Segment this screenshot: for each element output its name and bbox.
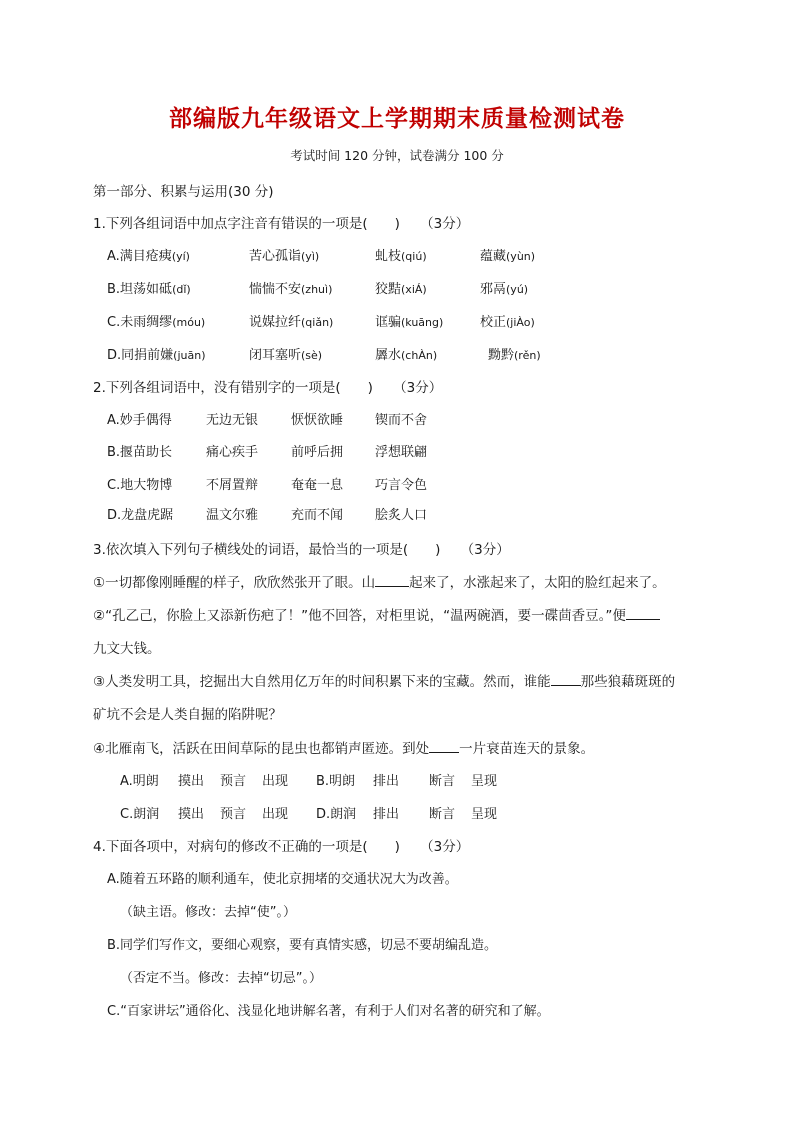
q1-a-word1: A.满目疮痍(yí): [107, 249, 190, 264]
q1-c-word2: 说媒拉纤(qiǎn): [249, 315, 334, 330]
q2-d-3: 充而不闻: [291, 508, 344, 523]
q1-a-word2: 苦心孤诣(yì): [249, 249, 320, 264]
q4-option-a-note: （缺主语。修改：去掉“使”。）: [120, 905, 296, 920]
q1-b-word3: 狡黠(xiÁ): [375, 282, 427, 297]
q3-opt-d-2: 排出: [373, 807, 400, 822]
q2-b-2: 痛心疾手: [206, 445, 259, 460]
q3-opt-a-1: A.明朗: [120, 774, 159, 789]
question-2-stem: 2.下列各组词语中，没有错别字的一项是( ) （3分）: [93, 380, 443, 396]
q1-d-word2: 闭耳塞听(sè): [249, 348, 323, 363]
q1-d-word3: 羼水(chÀn): [375, 348, 438, 363]
q2-a-3: 恹恹欲睡: [291, 413, 344, 428]
q3-opt-c-3: 预言: [220, 807, 247, 822]
q4-option-c: C.“百家讲坛”通俗化、浅显化地讲解名著，有利于人们对名著的研究和了解。: [107, 1004, 550, 1019]
q3-opt-b-1: B.明朗: [316, 774, 356, 789]
q2-d-4: 脍炙人口: [375, 508, 428, 523]
q3-opt-a-4: 出现: [262, 774, 289, 789]
q3-opt-b-3: 断言: [429, 774, 456, 789]
q1-c-word4: 校正(jiÀo): [480, 315, 535, 330]
q3-opt-b-2: 排出: [373, 774, 400, 789]
fill-blank: [551, 673, 581, 686]
q2-a-2: 无边无银: [206, 413, 259, 428]
q2-c-1: C.地大物博: [107, 478, 173, 493]
q2-b-1: B.揠苗助长: [107, 445, 173, 460]
fill-blank: [626, 607, 660, 620]
q3-opt-c-4: 出现: [262, 807, 289, 822]
q2-d-2: 温文尔雅: [206, 508, 259, 523]
fill-blank: [375, 574, 409, 587]
question-1-stem: 1.下列各组词语中加点字注音有错误的一项是( ) （3分）: [93, 216, 470, 232]
fill-blank: [429, 740, 459, 753]
q2-d-1: D.龙盘虎踞: [107, 508, 174, 523]
q1-a-word3: 虬枝(qiú): [375, 249, 427, 264]
q3-opt-d-3: 断言: [429, 807, 456, 822]
q1-a-word4: 蕴藏(yùn): [480, 249, 536, 264]
exam-info: 考试时间 120 分钟，试卷满分 100 分: [290, 148, 504, 163]
part-heading: 第一部分、积累与运用(30 分): [93, 184, 274, 200]
q4-option-b: B.同学们写作文，要细心观察，要有真情实感，切忌不要胡编乱造。: [107, 938, 498, 953]
q3-sentence-2-cont: 九文大钱。: [93, 641, 161, 657]
q2-c-4: 巧言令色: [375, 478, 428, 493]
q1-c-word1: C.未雨绸缪(móu): [107, 315, 206, 330]
q3-sentence-3: ③人类发明工具，挖掘出大自然用亿万年的时间积累下来的宝藏。然而，谁能 那些狼藉斑斑的: [93, 674, 676, 690]
q3-sentence-4: ④北雁南飞，活跃在田间草际的昆虫也都销声匿迹。到处 一片衰苗连天的景象。: [93, 741, 595, 757]
q3-opt-a-3: 预言: [220, 774, 247, 789]
q1-d-word4: 黝黔(rěn): [488, 348, 541, 363]
q3-opt-a-2: 摸出: [178, 774, 205, 789]
q2-a-1: A.妙手偶得: [107, 413, 172, 428]
q1-b-word1: B.坦荡如砥(dǐ): [107, 282, 191, 297]
q3-opt-b-4: 呈现: [471, 774, 498, 789]
q2-a-4: 锲而不舍: [375, 413, 428, 428]
q3-sentence-2: ②“孔乙己，你脸上又添新伤疤了！”他不回答，对柜里说，“温两碗酒，要一碟茴香豆。”便: [93, 604, 660, 624]
q2-b-3: 前呼后拥: [291, 445, 344, 460]
q1-c-word3: 诓骗(kuāng): [375, 315, 444, 330]
question-4-stem: 4.下面各项中，对病句的修改不正确的一项是( ) （3分）: [93, 839, 470, 855]
question-3-stem: 3.依次填入下列句子横线处的词语，最恰当的一项是( ) （3分）: [93, 542, 510, 558]
q1-b-word4: 邪鬲(yú): [480, 282, 529, 297]
q3-opt-d-4: 呈现: [471, 807, 498, 822]
q3-sentence-1: ①一切都像刚睡醒的样子，欣欣然张开了眼。山 起来了，水涨起来了，太阳的脸红起来了。: [93, 575, 666, 591]
q1-b-word2: 惴惴不安(zhuì): [249, 282, 333, 297]
q3-opt-c-1: C.朗润: [120, 807, 160, 822]
q2-c-3: 奄奄一息: [291, 478, 344, 493]
q4-option-a: A.随着五环路的顺利通车，使北京拥堵的交通状况大为改善。: [107, 872, 458, 887]
q3-opt-c-2: 摸出: [178, 807, 205, 822]
q4-option-b-note: （否定不当。修改：去掉“切忌”。）: [120, 971, 322, 986]
q3-sentence-3-cont: 矿坑不会是人类自掘的陷阱呢？: [93, 707, 282, 723]
page-title: 部编版九年级语文上学期期末质量检测试卷: [169, 105, 625, 132]
q1-d-word1: D.同捐前嫌(juān): [107, 348, 206, 363]
q3-opt-d-1: D.朗润: [316, 807, 357, 822]
q2-b-4: 浮想联翩: [375, 445, 428, 460]
q2-c-2: 不屑置辩: [206, 478, 259, 493]
